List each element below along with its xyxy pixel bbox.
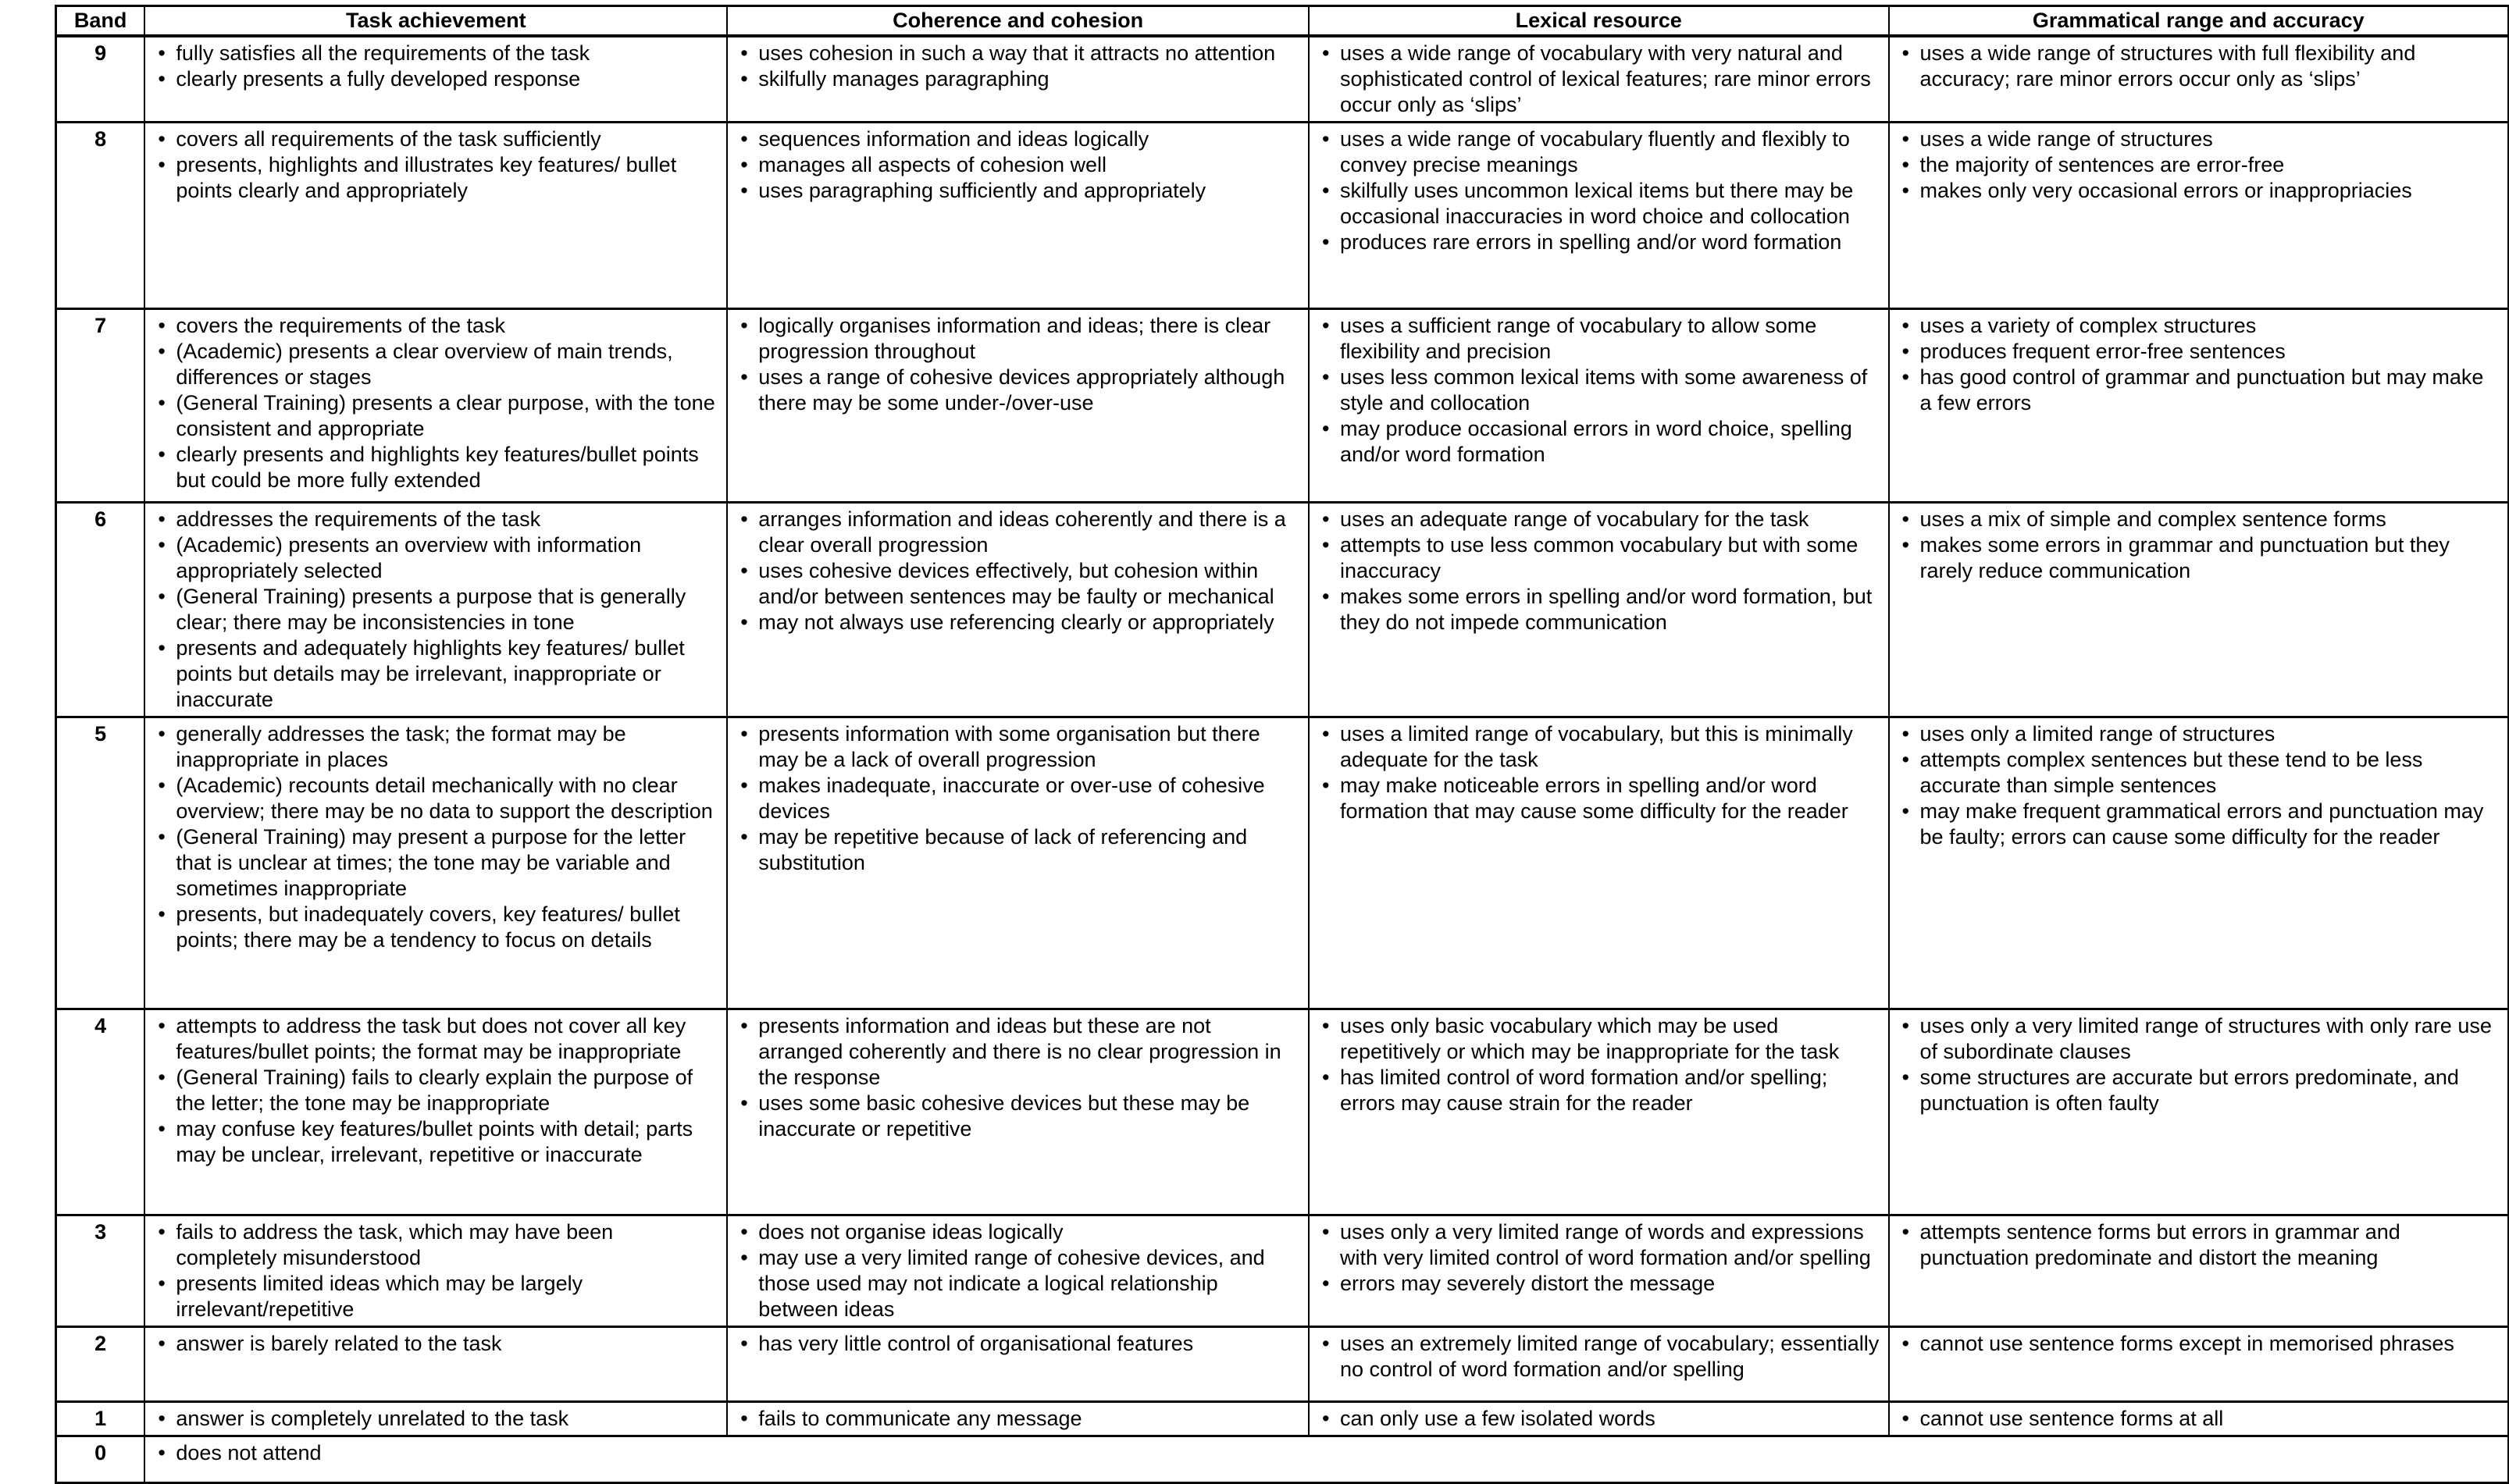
descriptor-list <box>1900 1219 2500 1271</box>
descriptor-item: • covers the requirements of the task <box>155 313 718 339</box>
band-number: 4 <box>56 1009 145 1215</box>
descriptor-item: • may be repetitive because of lack of referencing and substitution <box>738 824 1300 876</box>
descriptor-item: • uses less common lexical items with some awareness of style and collocation <box>1320 365 1880 416</box>
descriptor-item: • makes only very occasional errors or inappropriacies <box>1900 178 2500 204</box>
band-row <box>56 1402 2509 1436</box>
header-row <box>56 6 2509 37</box>
descriptor-cell-task-achievement <box>144 36 727 123</box>
descriptor-item: • may not always use referencing clearly or appropriately <box>738 610 1300 635</box>
descriptor-item: • skilfully manages paragraphing <box>738 66 1300 92</box>
descriptor-item: • errors may severely distort the message <box>1320 1271 1880 1297</box>
descriptor-list <box>155 507 718 713</box>
descriptor-list <box>155 1219 718 1322</box>
descriptor-item: • uses cohesive devices effectively, but cohesion within and/or between sentences may be faulty or mechanical <box>738 558 1300 610</box>
descriptor-item: • (Academic) presents a clear overview of main trends, differences or stages <box>155 339 718 390</box>
descriptor-item: • presents limited ideas which may be largely irrelevant/repetitive <box>155 1271 718 1322</box>
descriptor-cell-task-achievement <box>144 1402 727 1436</box>
descriptor-item: • uses a wide range of structures with full flexibility and accuracy; rare minor errors occur only as ‘slips’ <box>1900 41 2500 92</box>
band-number: 5 <box>56 717 145 1009</box>
descriptor-item: • does not organise ideas logically <box>738 1219 1300 1245</box>
descriptor-cell-lexical-resource <box>1309 1327 1889 1402</box>
descriptor-item: • produces frequent error-free sentences <box>1900 339 2500 365</box>
descriptor-list <box>1320 1331 1880 1383</box>
descriptor-cell-lexical-resource <box>1309 503 1889 717</box>
descriptor-cell-task-achievement <box>144 1215 727 1327</box>
descriptor-item: • (General Training) may present a purpose for the letter that is unclear at times; the tone may be variable and sometimes inappropriate <box>155 824 718 902</box>
descriptor-item: • manages all aspects of cohesion well <box>738 152 1300 178</box>
descriptor-list <box>1900 126 2500 204</box>
descriptor-list <box>1900 313 2500 416</box>
descriptor-cell-grammatical-range <box>1889 309 2508 503</box>
column-header: Lexical resource <box>1309 6 1889 37</box>
descriptor-item: • attempts complex sentences but these tend to be less accurate than simple sentences <box>1900 747 2500 799</box>
descriptor-item: • uses a mix of simple and complex sentence forms <box>1900 507 2500 532</box>
descriptor-list <box>1320 1406 1880 1432</box>
descriptor-item: • uses some basic cohesive devices but these may be inaccurate or repetitive <box>738 1091 1300 1142</box>
descriptor-cell-coherence-cohesion <box>727 123 1309 309</box>
descriptor-item: • answer is completely unrelated to the task <box>155 1406 718 1432</box>
descriptor-cell-coherence-cohesion <box>727 36 1309 123</box>
descriptor-item: • uses cohesion in such a way that it attracts no attention <box>738 41 1300 66</box>
descriptor-cell-coherence-cohesion <box>727 1215 1309 1327</box>
descriptor-cell-lexical-resource <box>1309 36 1889 123</box>
descriptor-item: • skilfully uses uncommon lexical items but there may be occasional inaccuracies in word choice and collocation <box>1320 178 1880 230</box>
descriptor-item: • cannot use sentence forms at all <box>1900 1406 2500 1432</box>
descriptor-item: • answer is barely related to the task <box>155 1331 718 1357</box>
descriptor-item: • uses only basic vocabulary which may be used repetitively or which may be inappropriate for the task <box>1320 1013 1880 1065</box>
band-row <box>56 36 2509 123</box>
descriptor-item: • logically organises information and ideas; there is clear progression throughout <box>738 313 1300 365</box>
column-header: Grammatical range and accuracy <box>1889 6 2508 37</box>
descriptor-item: • presents information and ideas but these are not arranged coherently and there is no clear progression in the response <box>738 1013 1300 1091</box>
descriptor-item: • uses an extremely limited range of vocabulary; essentially no control of word formation and/or spelling <box>1320 1331 1880 1383</box>
descriptor-list <box>738 41 1300 92</box>
descriptor-item: • fails to address the task, which may have been completely misunderstood <box>155 1219 718 1271</box>
band-descriptors-table <box>55 5 2509 1484</box>
descriptor-item: • uses a wide range of vocabulary with very natural and sophisticated control of lexical features; rare minor errors occur only as ‘slips’ <box>1320 41 1880 118</box>
descriptor-item: • may make noticeable errors in spelling and/or word formation that may cause some difficulty for the reader <box>1320 773 1880 824</box>
descriptor-item: • has very little control of organisational features <box>738 1331 1300 1357</box>
descriptor-list <box>738 507 1300 635</box>
descriptor-list <box>1900 721 2500 850</box>
descriptor-list <box>1320 126 1880 255</box>
descriptor-list <box>155 721 718 953</box>
descriptor-item: • addresses the requirements of the task <box>155 507 718 532</box>
descriptor-item: • uses a wide range of vocabulary fluently and flexibly to convey precise meanings <box>1320 126 1880 178</box>
descriptor-cell-task-achievement <box>144 1009 727 1215</box>
descriptor-list <box>155 41 718 92</box>
descriptor-list <box>1320 507 1880 635</box>
descriptor-item: • sequences information and ideas logically <box>738 126 1300 152</box>
band-row <box>56 1436 2509 1483</box>
descriptor-item: • fails to communicate any message <box>738 1406 1300 1432</box>
descriptor-item: • uses a variety of complex structures <box>1900 313 2500 339</box>
descriptor-item: • fully satisfies all the requirements of the task <box>155 41 718 66</box>
descriptor-list <box>155 1013 718 1168</box>
descriptor-cell-grammatical-range <box>1889 1215 2508 1327</box>
descriptor-item: • uses a limited range of vocabulary, but this is minimally adequate for the task <box>1320 721 1880 773</box>
descriptor-item: • can only use a few isolated words <box>1320 1406 1880 1432</box>
band-row <box>56 1009 2509 1215</box>
descriptor-cell-coherence-cohesion <box>727 717 1309 1009</box>
descriptor-item: • has good control of grammar and punctuation but may make a few errors <box>1900 365 2500 416</box>
descriptor-item: • does not attend <box>155 1440 2500 1466</box>
descriptor-cell-grammatical-range <box>1889 123 2508 309</box>
descriptor-item: • clearly presents a fully developed response <box>155 66 718 92</box>
descriptor-cell-task-achievement <box>144 503 727 717</box>
descriptor-list <box>1900 1406 2500 1432</box>
descriptor-list <box>155 313 718 493</box>
band-row <box>56 503 2509 717</box>
descriptor-item: • may make frequent grammatical errors and punctuation may be faulty; errors can cause some difficulty for the reader <box>1900 799 2500 850</box>
descriptor-item: • presents, but inadequately covers, key features/ bullet points; there may be a tendency to focus on details <box>155 902 718 953</box>
descriptor-item: • presents information with some organisation but there may be a lack of overall progression <box>738 721 1300 773</box>
descriptor-cell-grammatical-range <box>1889 1327 2508 1402</box>
descriptor-item: • covers all requirements of the task sufficiently <box>155 126 718 152</box>
descriptor-item: • uses an adequate range of vocabulary for the task <box>1320 507 1880 532</box>
descriptor-list <box>1320 721 1880 824</box>
column-header: Band <box>56 6 145 37</box>
band-number: 3 <box>56 1215 145 1327</box>
band-row <box>56 309 2509 503</box>
descriptor-list <box>1320 1219 1880 1297</box>
band-row <box>56 123 2509 309</box>
descriptor-cell-lexical-resource <box>1309 1215 1889 1327</box>
descriptor-item: • may use a very limited range of cohesive devices, and those used may not indicate a logical relationship between ideas <box>738 1245 1300 1322</box>
descriptor-list <box>738 313 1300 416</box>
descriptor-item: • attempts sentence forms but errors in grammar and punctuation predominate and distort the meaning <box>1900 1219 2500 1271</box>
descriptor-item: • (Academic) recounts detail mechanically with no clear overview; there may be no data to support the description <box>155 773 718 824</box>
descriptor-item: • uses a range of cohesive devices appropriately although there may be some under-/over-use <box>738 365 1300 416</box>
descriptor-item: • produces rare errors in spelling and/or word formation <box>1320 230 1880 255</box>
descriptor-item: • generally addresses the task; the format may be inappropriate in places <box>155 721 718 773</box>
descriptor-item: • attempts to use less common vocabulary but with some inaccuracy <box>1320 532 1880 584</box>
descriptor-cell-grammatical-range <box>1889 1009 2508 1215</box>
descriptor-item: • uses only a limited range of structures <box>1900 721 2500 747</box>
descriptor-cell-coherence-cohesion <box>727 503 1309 717</box>
descriptor-item: • cannot use sentence forms except in memorised phrases <box>1900 1331 2500 1357</box>
column-header: Task achievement <box>144 6 727 37</box>
descriptor-item: • uses a sufficient range of vocabulary to allow some flexibility and precision <box>1320 313 1880 365</box>
band-number: 1 <box>56 1402 145 1436</box>
descriptor-cell-task-achievement <box>144 1327 727 1402</box>
band-row <box>56 717 2509 1009</box>
descriptor-item: • presents, highlights and illustrates key features/ bullet points clearly and appropriately <box>155 152 718 204</box>
descriptor-cell-task-achievement <box>144 123 727 309</box>
descriptor-item: • makes some errors in spelling and/or word formation, but they do not impede communication <box>1320 584 1880 635</box>
descriptor-list <box>1320 41 1880 118</box>
descriptor-list <box>1900 1013 2500 1116</box>
descriptor-list <box>155 1440 2500 1466</box>
descriptor-cell-coherence-cohesion <box>727 309 1309 503</box>
descriptor-cell-lexical-resource <box>1309 123 1889 309</box>
descriptor-item: • uses paragraphing sufficiently and appropriately <box>738 178 1300 204</box>
descriptor-cell-lexical-resource <box>1309 717 1889 1009</box>
band-row <box>56 1215 2509 1327</box>
descriptor-list <box>738 1331 1300 1357</box>
band-number: 9 <box>56 36 145 123</box>
band-number: 7 <box>56 309 145 503</box>
descriptor-list <box>1900 1331 2500 1357</box>
descriptor-cell-grammatical-range <box>1889 36 2508 123</box>
descriptor-list <box>738 1219 1300 1322</box>
descriptor-cell-coherence-cohesion <box>727 1327 1309 1402</box>
descriptor-item: • uses only a very limited range of words and expressions with very limited control of word formation and/or spelling <box>1320 1219 1880 1271</box>
descriptor-list <box>738 126 1300 204</box>
descriptor-item: • clearly presents and highlights key features/bullet points but could be more fully extended <box>155 442 718 493</box>
descriptor-list <box>1900 41 2500 92</box>
descriptor-item: • some structures are accurate but errors predominate, and punctuation is often faulty <box>1900 1065 2500 1116</box>
descriptor-cell-coherence-cohesion <box>727 1402 1309 1436</box>
band-number: 2 <box>56 1327 145 1402</box>
descriptor-list <box>738 1406 1300 1432</box>
descriptor-list <box>738 721 1300 876</box>
descriptor-cell-grammatical-range <box>1889 717 2508 1009</box>
descriptor-cell-grammatical-range <box>1889 1402 2508 1436</box>
descriptor-list <box>1900 507 2500 584</box>
descriptor-item: • may produce occasional errors in word choice, spelling and/or word formation <box>1320 416 1880 468</box>
descriptor-cell-lexical-resource <box>1309 1009 1889 1215</box>
descriptor-item: • presents and adequately highlights key features/ bullet points but details may be irrelevant, inappropriate or inaccurate <box>155 635 718 713</box>
descriptor-item: • (General Training) presents a purpose that is generally clear; there may be inconsistencies in tone <box>155 584 718 635</box>
descriptor-item: • arranges information and ideas coherently and there is a clear overall progression <box>738 507 1300 558</box>
descriptor-list <box>155 126 718 204</box>
table-body <box>56 36 2509 1483</box>
descriptor-item: • makes inadequate, inaccurate or over-use of cohesive devices <box>738 773 1300 824</box>
descriptor-list <box>1320 313 1880 468</box>
descriptor-cell-lexical-resource <box>1309 1402 1889 1436</box>
band-number: 0 <box>56 1436 145 1483</box>
band-number: 6 <box>56 503 145 717</box>
descriptor-item: • attempts to address the task but does not cover all key features/bullet points; the format may be inappropriate <box>155 1013 718 1065</box>
descriptor-item: • (General Training) fails to clearly explain the purpose of the letter; the tone may be inappropriate <box>155 1065 718 1116</box>
descriptor-list <box>155 1331 718 1357</box>
descriptor-list <box>1320 1013 1880 1116</box>
column-header: Coherence and cohesion <box>727 6 1309 37</box>
descriptor-item: • (Academic) presents an overview with information appropriately selected <box>155 532 718 584</box>
descriptor-item: • uses a wide range of structures <box>1900 126 2500 152</box>
descriptor-item: • (General Training) presents a clear purpose, with the tone consistent and appropriate <box>155 390 718 442</box>
descriptor-cell-lexical-resource <box>1309 309 1889 503</box>
descriptor-cell-coherence-cohesion <box>727 1009 1309 1215</box>
descriptor-cell-grammatical-range <box>1889 503 2508 717</box>
descriptor-item: • may confuse key features/bullet points with detail; parts may be unclear, irrelevant, repetitive or inaccurate <box>155 1116 718 1168</box>
descriptor-cell-task-achievement <box>144 1436 2508 1483</box>
descriptor-cell-task-achievement <box>144 309 727 503</box>
descriptor-cell-task-achievement <box>144 717 727 1009</box>
band-row <box>56 1327 2509 1402</box>
descriptor-item: • the majority of sentences are error-free <box>1900 152 2500 178</box>
descriptor-item: • uses only a very limited range of structures with only rare use of subordinate clauses <box>1900 1013 2500 1065</box>
descriptor-item: • has limited control of word formation and/or spelling; errors may cause strain for the reader <box>1320 1065 1880 1116</box>
band-number: 8 <box>56 123 145 309</box>
descriptor-list <box>738 1013 1300 1142</box>
descriptor-list <box>155 1406 718 1432</box>
descriptor-item: • makes some errors in grammar and punctuation but they rarely reduce communication <box>1900 532 2500 584</box>
